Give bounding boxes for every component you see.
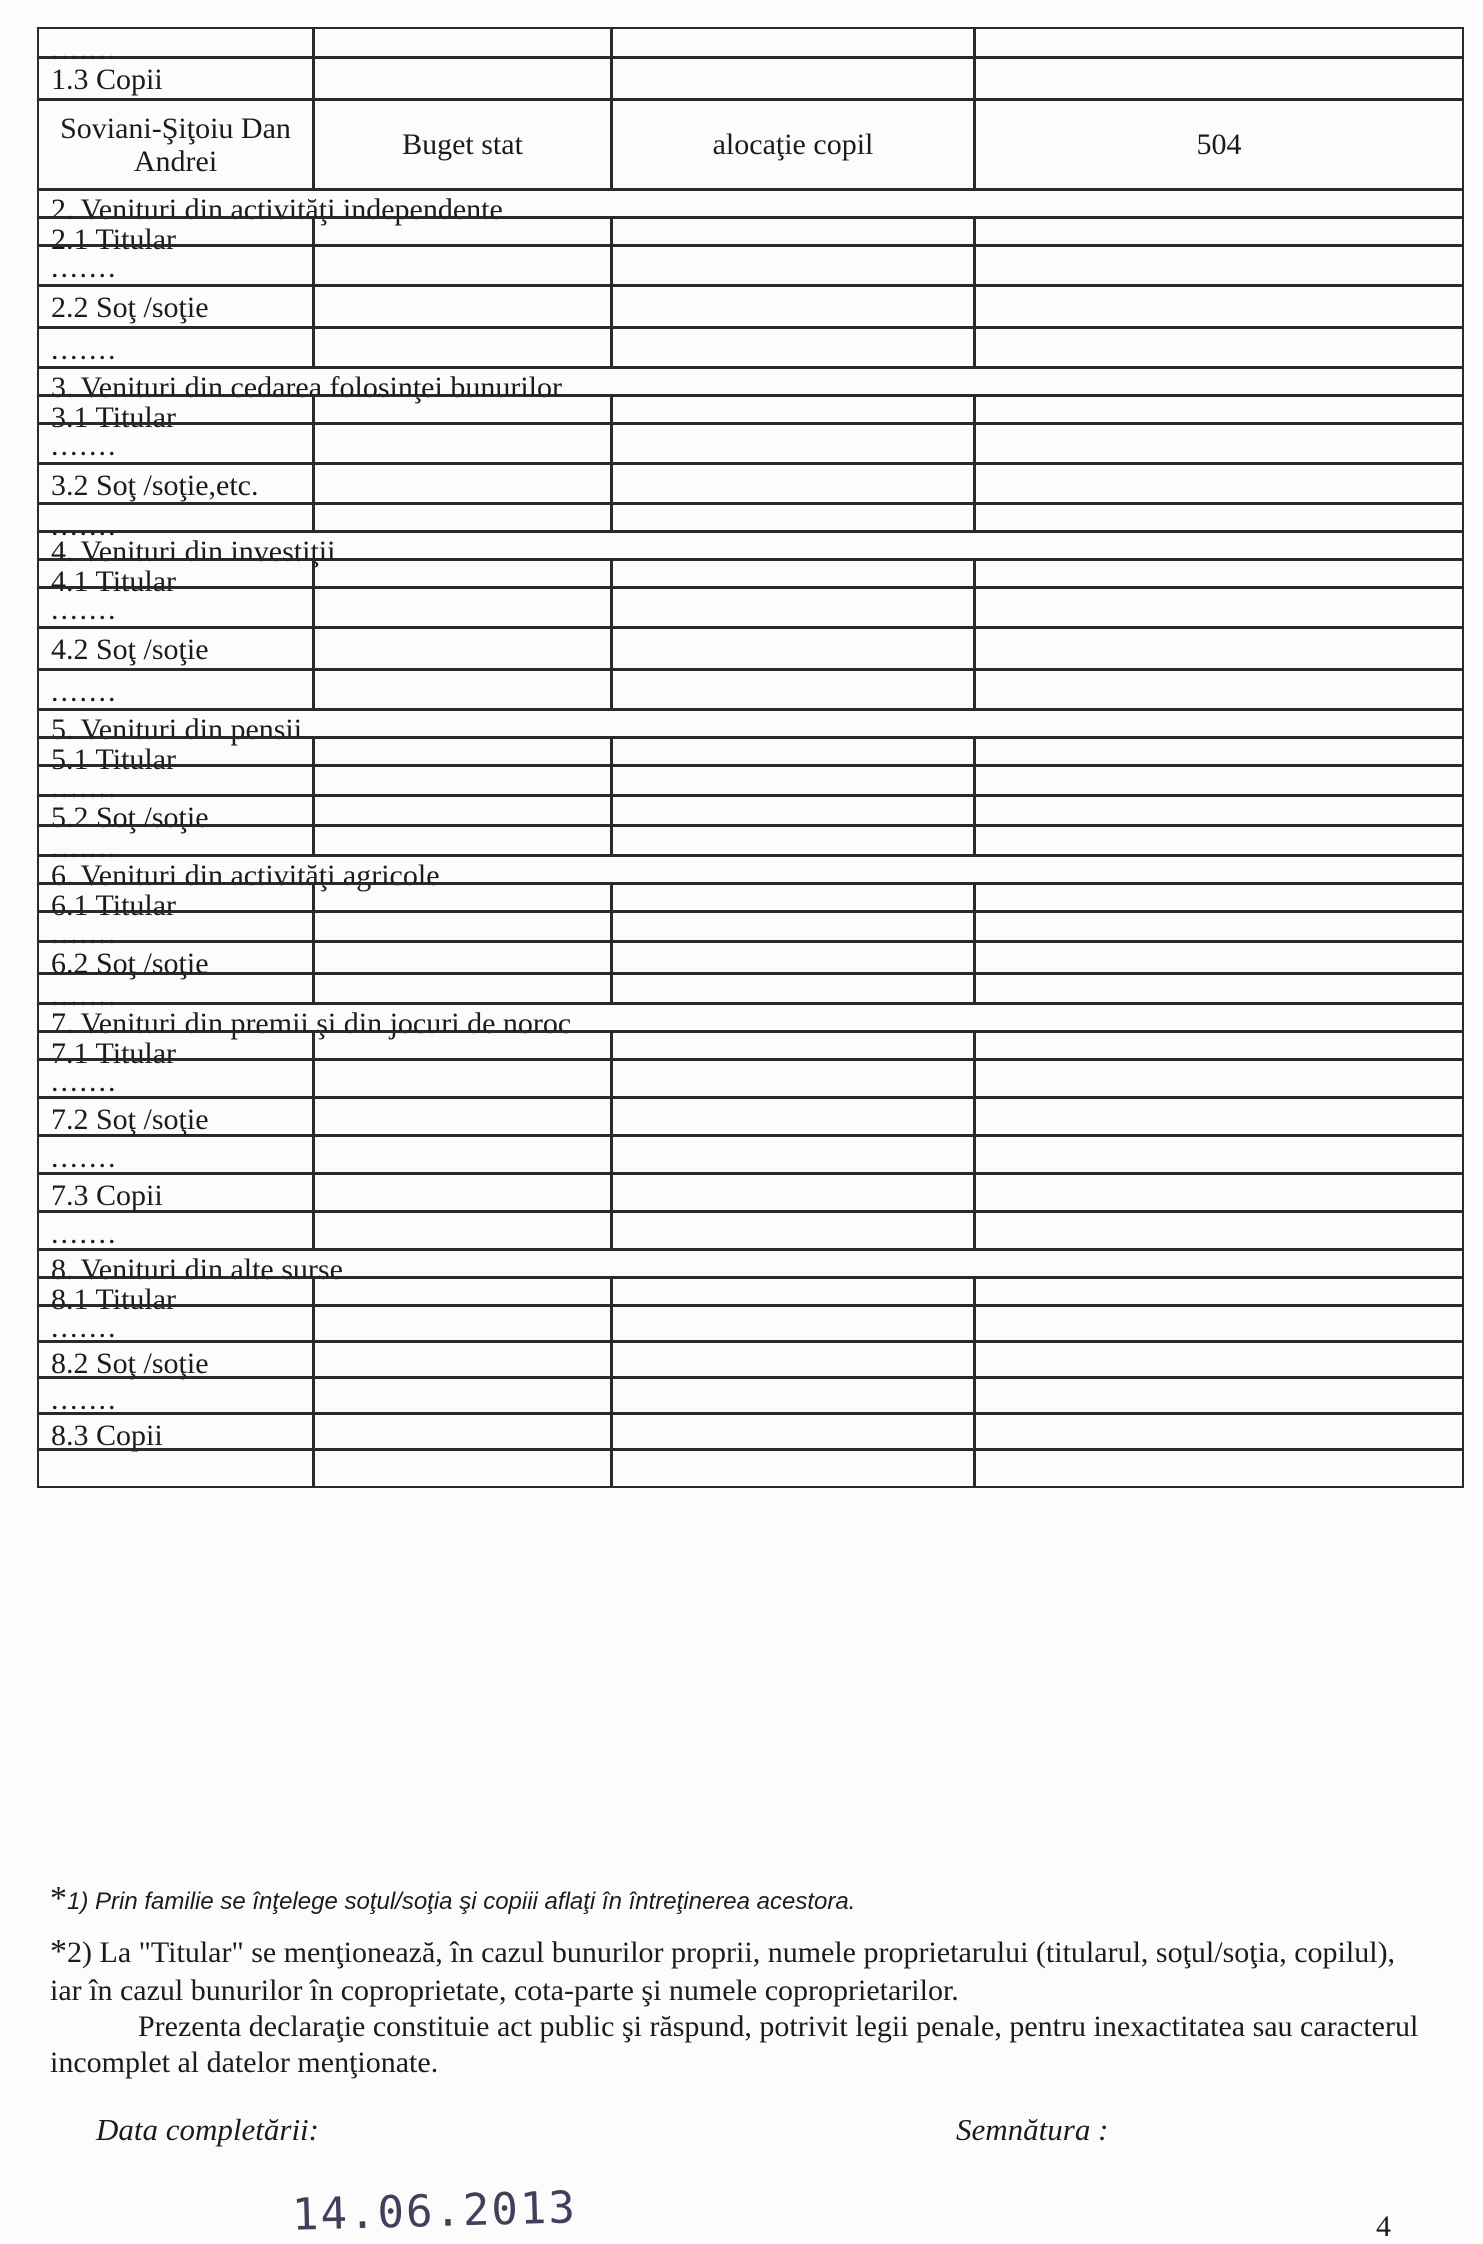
table-row <box>38 100 1464 190</box>
row-label-cell: 3.1 Titular <box>37 395 314 424</box>
row-label-cell: ....... <box>37 1211 314 1250</box>
table-row <box>38 628 1464 670</box>
row-label-cell: 5.1 Titular <box>37 737 314 766</box>
handwritten-date: 14.06.2013 <box>291 2182 578 2241</box>
empty-cell <box>611 1031 975 1060</box>
section-heading: 6. Venituri din activităţi agricole <box>37 855 1464 884</box>
row-label-cell: ....... <box>37 327 314 368</box>
footnote-titular-text: 2) La "Titular" se menţionează, în cazul bunurilor proprii, numele proprietarului (titularul, soţul/soţia, copilul), iar în cazul bunurilor în coproprietate, cota-parte şi numele coproprietarilor. <box>50 1936 1396 2007</box>
row-label-cell: 7.1 Titular <box>37 1031 314 1060</box>
row-label-cell: 5.2 Soţ /soţie <box>37 795 314 826</box>
row-label-cell: 2.1 Titular <box>37 217 314 246</box>
empty-cell <box>611 1413 975 1450</box>
empty-cell <box>313 463 612 504</box>
table-row <box>38 738 1464 776</box>
empty-cell <box>611 669 975 710</box>
empty-cell <box>611 1277 975 1306</box>
empty-cell <box>974 941 1464 974</box>
empty-cell <box>974 503 1464 532</box>
empty-cell <box>313 1413 612 1450</box>
empty-cell <box>611 1097 975 1136</box>
empty-cell <box>313 1305 612 1342</box>
empty-cell <box>974 795 1464 826</box>
empty-cell <box>611 627 975 670</box>
row-label-cell: 4.1 Titular <box>37 559 314 588</box>
empty-cell <box>611 1449 975 1488</box>
table-row <box>38 1136 1464 1174</box>
page-number: 4 <box>1376 2210 1391 2243</box>
table-row <box>38 796 1464 834</box>
empty-cell <box>974 1173 1464 1212</box>
table-row <box>38 942 1464 980</box>
footnote-family-text: 1) Prin familie se înţelege soţul/soţia şi copiii aflaţi în întreţinerea acestora. <box>67 1888 856 1915</box>
empty-cell <box>313 327 612 368</box>
section-row <box>38 710 1464 746</box>
table-row <box>38 1414 1464 1450</box>
section-row <box>38 532 1464 568</box>
row-label-cell: ....... <box>37 765 314 796</box>
empty-cell <box>974 559 1464 588</box>
empty-cell <box>611 941 975 974</box>
empty-cell <box>313 973 612 1004</box>
empty-cell <box>611 463 975 504</box>
empty-cell <box>611 327 975 368</box>
row-label-cell: ....... <box>37 911 314 942</box>
income-table <box>38 28 1464 1488</box>
table-row <box>38 766 1464 804</box>
empty-cell <box>974 911 1464 942</box>
section-heading: 5. Venituri din pensii <box>37 709 1464 738</box>
empty-cell <box>313 941 612 974</box>
table-row <box>38 1098 1464 1136</box>
empty-cell <box>611 1305 975 1342</box>
empty-cell <box>313 57 612 100</box>
empty-cell <box>313 737 612 766</box>
table-row <box>38 1342 1464 1378</box>
table-row <box>38 1174 1464 1212</box>
empty-cell <box>313 217 612 246</box>
empty-cell <box>611 503 975 532</box>
section-heading: 8. Venituri din alte surse <box>37 1249 1464 1278</box>
empty-cell <box>313 1377 612 1414</box>
row-label-cell: ....... <box>37 27 314 58</box>
empty-cell <box>611 1211 975 1250</box>
income-amount-cell: 504 <box>974 99 1464 190</box>
empty-cell <box>313 1173 612 1212</box>
section-row <box>38 368 1464 404</box>
empty-cell <box>611 1377 975 1414</box>
table-row <box>38 328 1464 368</box>
table-row <box>38 424 1464 464</box>
row-label-cell: ....... <box>37 503 314 532</box>
empty-cell <box>611 795 975 826</box>
declaration-statement: Prezenta declaraţie constituie act public şi răspund, potrivit legii penale, pentru inexactitatea sau caracterul incomplet al datelor menţionate. <box>50 2009 1419 2079</box>
empty-cell <box>974 57 1464 100</box>
table-row <box>38 826 1464 864</box>
empty-cell <box>611 217 975 246</box>
empty-cell <box>974 327 1464 368</box>
row-label-cell: ....... <box>37 423 314 464</box>
table-row <box>38 884 1464 922</box>
footnote-family <box>50 1880 1430 1918</box>
table-row <box>38 1060 1464 1098</box>
empty-cell <box>611 245 975 286</box>
empty-cell <box>974 423 1464 464</box>
empty-cell <box>313 423 612 464</box>
row-label-cell: 8.2 Soţ /soţie <box>37 1341 314 1378</box>
row-label-cell: ....... <box>37 587 314 628</box>
section-heading: 4. Venituri din investiţii <box>37 531 1464 560</box>
empty-cell <box>313 1097 612 1136</box>
empty-cell <box>974 765 1464 796</box>
empty-cell <box>611 1135 975 1174</box>
row-label-cell: 3.2 Soţ /soţie,etc. <box>37 463 314 504</box>
table-row <box>38 286 1464 328</box>
empty-cell <box>974 27 1464 58</box>
row-label-cell: ....... <box>37 245 314 286</box>
empty-cell <box>974 1449 1464 1488</box>
row-label-cell: 6.2 Soţ /soţie <box>37 941 314 974</box>
row-label-cell: ....... <box>37 1377 314 1414</box>
table-row <box>38 218 1464 256</box>
empty-cell <box>313 503 612 532</box>
row-label-cell: 8.3 Copii <box>37 1413 314 1450</box>
table-row <box>38 974 1464 1012</box>
row-label-cell: 2.2 Soţ /soţie <box>37 285 314 328</box>
table-row <box>38 1450 1464 1488</box>
date-label: Data completării: <box>96 2112 319 2147</box>
row-label-cell: ....... <box>37 973 314 1004</box>
table-row <box>38 1378 1464 1414</box>
table-row <box>38 1032 1464 1070</box>
section-heading: 7. Venituri din premii şi din jocuri de noroc <box>37 1003 1464 1032</box>
empty-cell <box>313 1341 612 1378</box>
row-label-cell: 8.1 Titular <box>37 1277 314 1306</box>
row-label-cell: 7.3 Copii <box>37 1173 314 1212</box>
empty-cell <box>974 395 1464 424</box>
table-row <box>38 504 1464 542</box>
section-row <box>38 190 1464 226</box>
empty-cell <box>974 1277 1464 1306</box>
row-label-cell: 7.2 Soţ /soţie <box>37 1097 314 1136</box>
income-source-cell: Buget stat <box>313 99 612 190</box>
empty-cell <box>974 1135 1464 1174</box>
section-heading: 2. Venituri din activităţi independente <box>37 189 1464 218</box>
row-label-cell: 1.3 Copii <box>37 57 314 100</box>
row-label-cell: 6.1 Titular <box>37 883 314 912</box>
empty-cell <box>611 423 975 464</box>
section-row <box>38 856 1464 892</box>
empty-cell <box>611 395 975 424</box>
empty-cell <box>611 1341 975 1378</box>
empty-cell <box>313 1031 612 1060</box>
section-row <box>38 1004 1464 1040</box>
empty-cell <box>611 765 975 796</box>
empty-cell <box>313 627 612 670</box>
empty-cell <box>313 911 612 942</box>
empty-cell <box>313 669 612 710</box>
table-row <box>38 58 1464 100</box>
table-row <box>38 588 1464 628</box>
row-label-cell: ....... <box>37 1305 314 1342</box>
row-label-cell: 4.2 Soţ /soţie <box>37 627 314 670</box>
empty-cell <box>974 669 1464 710</box>
table-row <box>38 464 1464 504</box>
empty-cell <box>974 463 1464 504</box>
row-label-cell <box>37 1449 314 1488</box>
empty-cell <box>313 1449 612 1488</box>
empty-cell <box>611 27 975 58</box>
empty-cell <box>974 285 1464 328</box>
empty-cell <box>974 1097 1464 1136</box>
empty-cell <box>313 765 612 796</box>
footnote-marker: * <box>50 1933 67 1970</box>
table-row <box>38 1278 1464 1316</box>
empty-cell <box>974 1031 1464 1060</box>
empty-cell <box>611 559 975 588</box>
empty-cell <box>313 1059 612 1098</box>
empty-cell <box>974 627 1464 670</box>
empty-cell <box>974 1211 1464 1250</box>
empty-cell <box>313 825 612 856</box>
empty-cell <box>974 1059 1464 1098</box>
empty-cell <box>313 1277 612 1306</box>
row-label-cell: ....... <box>37 1059 314 1098</box>
empty-cell <box>313 1135 612 1174</box>
empty-cell <box>611 587 975 628</box>
service-cell: alocaţie copil <box>611 99 975 190</box>
empty-cell <box>974 217 1464 246</box>
empty-cell <box>974 825 1464 856</box>
empty-cell <box>313 395 612 424</box>
empty-cell <box>974 737 1464 766</box>
empty-cell <box>611 883 975 912</box>
empty-cell <box>611 1059 975 1098</box>
footnote-marker: * <box>50 1880 67 1917</box>
empty-cell <box>611 825 975 856</box>
row-label-cell: ....... <box>37 669 314 710</box>
empty-cell <box>974 1305 1464 1342</box>
empty-cell <box>611 1173 975 1212</box>
empty-cell <box>974 1413 1464 1450</box>
table-row <box>38 670 1464 710</box>
table-row <box>38 396 1464 434</box>
table-row <box>38 1212 1464 1250</box>
empty-cell <box>611 737 975 766</box>
empty-cell <box>974 245 1464 286</box>
table-row <box>38 1306 1464 1342</box>
table-row <box>38 560 1464 598</box>
empty-cell <box>313 27 612 58</box>
section-heading: 3. Venituri din cedarea folosinţei bunurilor <box>37 367 1464 396</box>
empty-cell <box>974 587 1464 628</box>
empty-cell <box>611 911 975 942</box>
empty-cell <box>974 1377 1464 1414</box>
empty-cell <box>313 245 612 286</box>
row-label-cell: ....... <box>37 825 314 856</box>
empty-cell <box>974 973 1464 1004</box>
empty-cell <box>611 57 975 100</box>
beneficiary-name-cell: Soviani-Şiţoiu Dan Andrei <box>37 99 314 190</box>
empty-cell <box>611 285 975 328</box>
table-row <box>38 246 1464 286</box>
empty-cell <box>313 559 612 588</box>
signature-label: Semnătura : <box>956 2112 1109 2147</box>
row-label-cell: ....... <box>37 1135 314 1174</box>
empty-cell <box>611 973 975 1004</box>
empty-cell <box>313 795 612 826</box>
empty-cell <box>313 883 612 912</box>
section-row <box>38 1250 1464 1286</box>
empty-cell <box>974 1341 1464 1378</box>
footnote-titular <box>50 1932 1430 2009</box>
empty-cell <box>313 587 612 628</box>
empty-cell <box>313 1211 612 1250</box>
empty-cell <box>974 883 1464 912</box>
table-row <box>38 912 1464 950</box>
empty-cell <box>313 285 612 328</box>
table-row <box>38 28 1464 66</box>
footnotes <box>50 1880 1430 2081</box>
